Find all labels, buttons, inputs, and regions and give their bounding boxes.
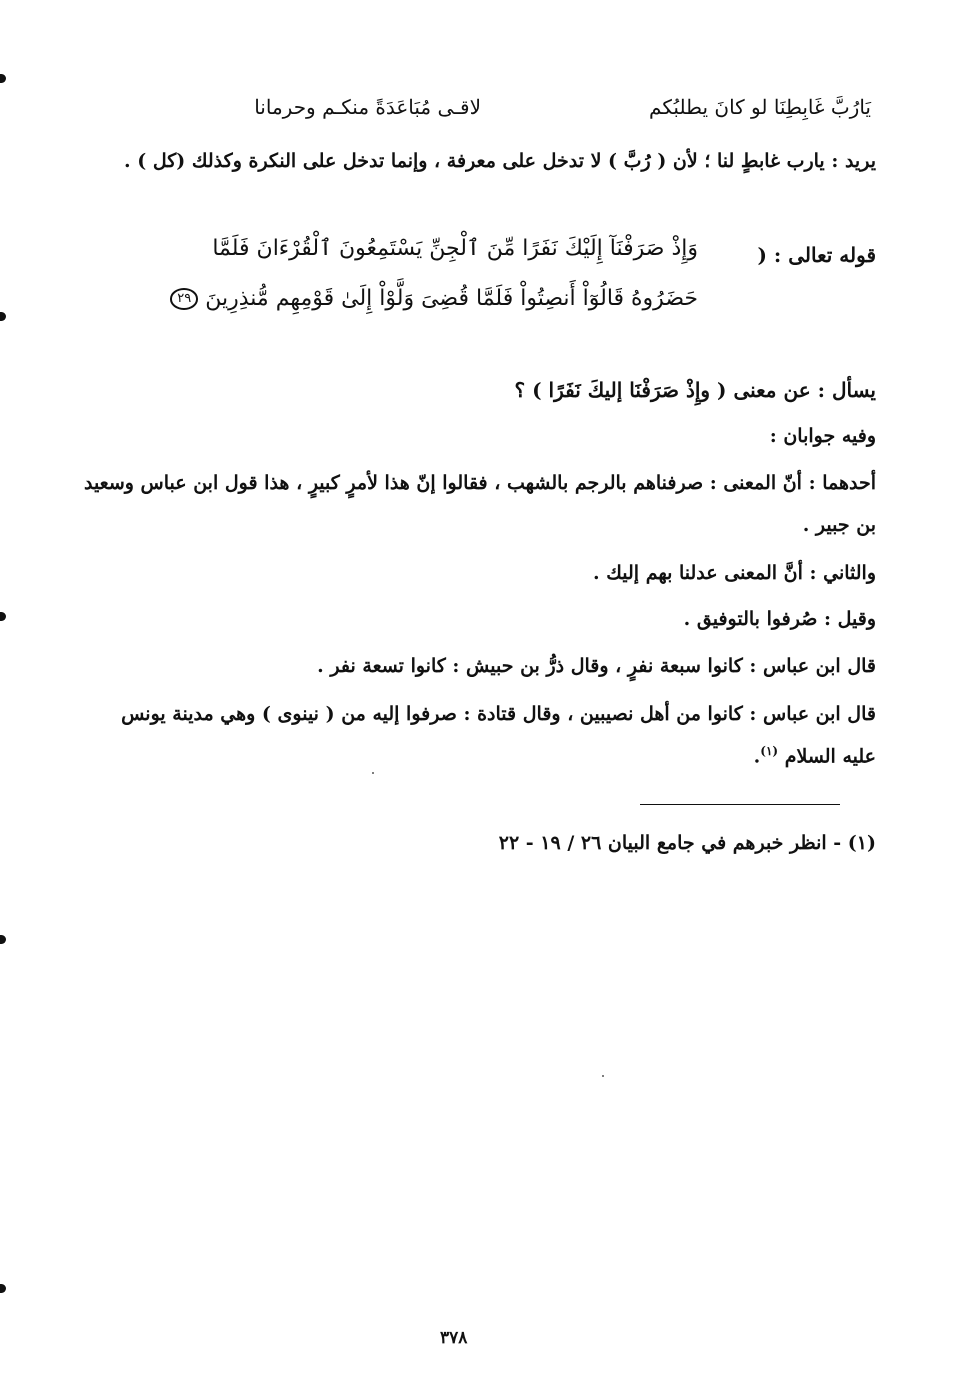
ayah-number-marker: ٢٩ <box>170 288 198 310</box>
binding-hole <box>0 74 6 83</box>
origin-line-2-text: عليه السلام <box>784 745 876 768</box>
quran-verse-line-2-text: حَضَرُوهُ قَالُوٓاْ أَنصِتُواْ فَلَمَّا قُضِىَ وَلَّوْاْ إِلَىٰ قَوْمِهِم مُّنذِرِينَ <box>205 286 698 311</box>
grammar-note: يريد : يارب غابطٍ لنا ؛ لأن ( رُبَّ ) لا تدخل على معرفة ، وإنما تدخل على النكرة وكذلك (كل ) . <box>124 150 876 172</box>
ibn-abbas-origin-line-1: قال ابن عباس : كانوا من أهل نصيبين ، وقال قتادة : صرفوا إليه من ( نينوى ) وهي مدينة يونس <box>121 703 876 725</box>
alternative-view: وقيل : صُرفوا بالتوفيق . <box>683 608 876 630</box>
answer-two: والثاني : أنَّ المعنى عدلنا بهم إليك . <box>593 562 876 584</box>
binding-hole <box>0 612 6 621</box>
scan-speck <box>602 1075 604 1077</box>
footnote-text: (١) - انظر خبرهم في جامع البيان ٢٦ / ١٩ - ٢٢ <box>498 832 876 854</box>
verse-intro: قوله تعالى : ( <box>757 243 876 267</box>
scan-speck <box>372 772 374 774</box>
answer-one-line-2: بن جبير . <box>802 514 876 536</box>
binding-hole <box>0 935 6 944</box>
answers-intro: وفيه جوابان : <box>769 425 876 447</box>
footnote-reference: (١) <box>760 744 779 758</box>
page-number: ٣٧٨ <box>440 1328 468 1348</box>
ibn-abbas-origin-line-2 <box>754 744 876 768</box>
question: يسأل : عن معنى ( وإِذْ صَرَفْنَا إليكَ نَفَرًا ) ؟ <box>514 378 876 402</box>
poem-first-hemistich: يَارُبَّ غَابِطِنَا لو كانَ يطلبُكم <box>649 95 871 119</box>
binding-hole <box>0 312 6 321</box>
quran-verse-line-2 <box>164 286 698 312</box>
origin-line-2-end: . <box>753 745 761 768</box>
poem-second-hemistich: لاقـى مُبَاعَدَةً منكـم وحرمانا <box>254 95 481 119</box>
ibn-abbas-count: قال ابن عباس : كانوا سبعة نفرٍ ، وقال ذرُّ بن حبيش : كانوا تسعة نفر . <box>317 655 876 677</box>
quran-verse-line-1: وَإِذْ صَرَفْنَآ إِلَيْكَ نَفَرًا مِّنَ ٱلْجِنِّ يَسْتَمِعُونَ ٱلْقُرْءَانَ فَلَمَّا <box>212 236 698 261</box>
footnote-divider <box>640 804 840 805</box>
answer-one-line-1: أحدهما : أنّ المعنى : صرفناهم بالرجم بالشهب ، فقالوا إنّ هذا لأمرٍ كبيرٍ ، هذا قول ابن عباس وسعيد <box>83 472 876 494</box>
binding-hole <box>0 1284 6 1293</box>
